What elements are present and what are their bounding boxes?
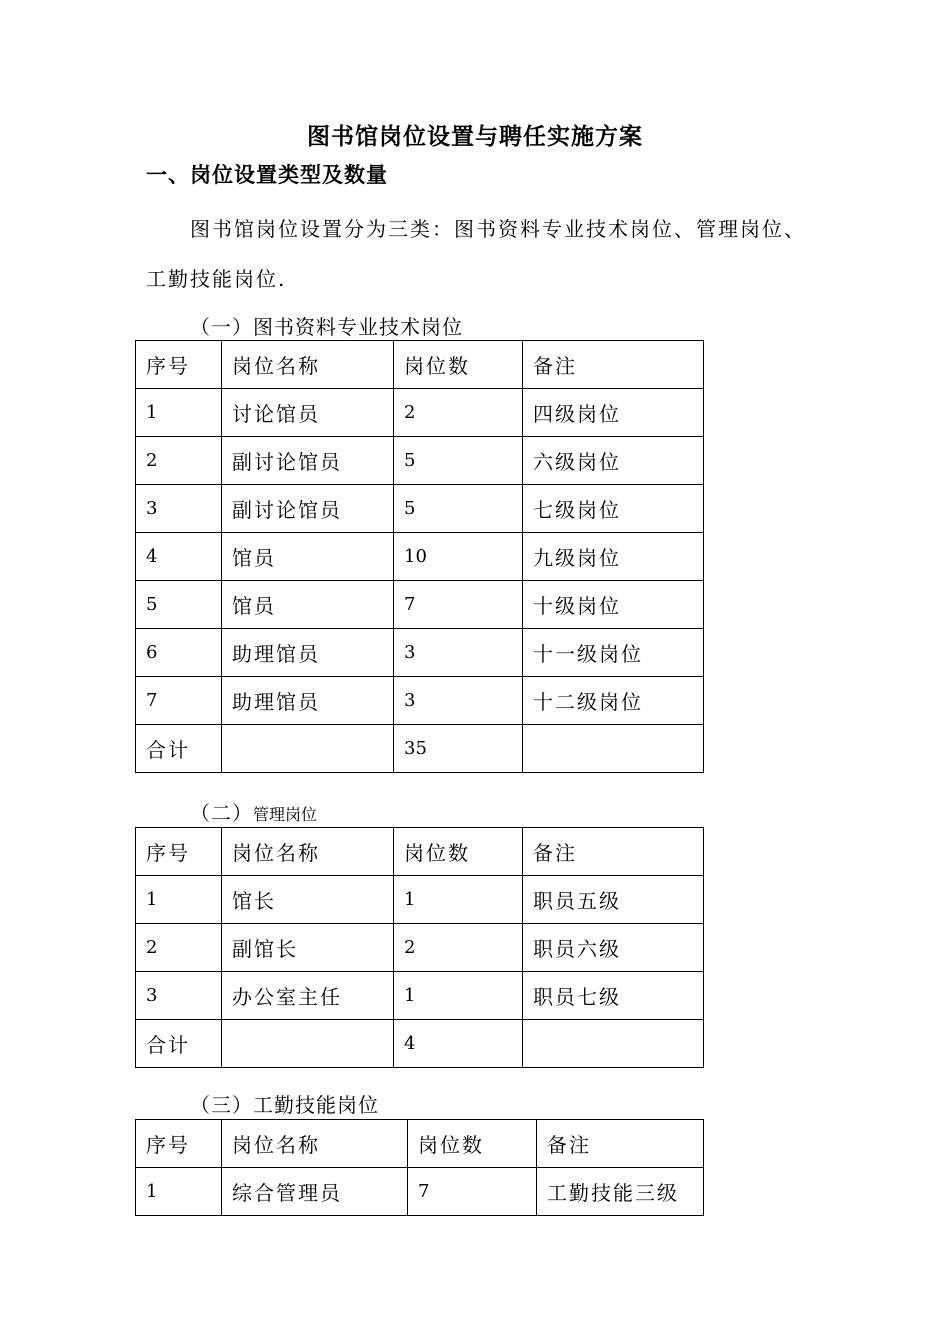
table-row [136,972,704,1020]
cell-index: 1 [136,876,222,924]
table2-caption-text: 管理岗位 [253,805,318,824]
cell-remark [523,725,704,773]
table-header-row [136,341,704,389]
cell-post-count: 5 [394,437,523,485]
cell-post-count: 1 [394,972,523,1020]
cell-remark: 工勤技能三级 [537,1168,704,1216]
header-cell-post-name: 岗位名称 [222,828,394,876]
cell-index: 1 [136,1168,222,1216]
cell-index: 2 [136,924,222,972]
cell-remark: 职员五级 [523,876,704,924]
cell-index: 1 [136,389,222,437]
cell-post-count: 7 [408,1168,537,1216]
cell-index: 合计 [136,1020,222,1068]
cell-index: 7 [136,677,222,725]
table-row [136,629,704,677]
table3-caption: （三）工勤技能岗位 [190,1093,379,1117]
table-professional-posts [135,340,704,773]
table-header-row [136,1120,704,1168]
cell-remark: 九级岗位 [523,533,704,581]
cell-post-name: 助理馆员 [222,629,394,677]
table-row [136,1168,704,1216]
intro-paragraph-line-2: 工勤技能岗位. [146,267,287,291]
header-cell-index: 序号 [136,1120,222,1168]
cell-post-name: 办公室主任 [222,972,394,1020]
cell-post-name: 副馆长 [222,924,394,972]
header-cell-post-name: 岗位名称 [222,341,394,389]
header-cell-index: 序号 [136,828,222,876]
header-cell-remark: 备注 [537,1120,704,1168]
table-row [136,389,704,437]
cell-index: 6 [136,629,222,677]
header-cell-post-count: 岗位数 [394,828,523,876]
cell-post-name [222,725,394,773]
cell-remark: 七级岗位 [523,485,704,533]
table-row [136,437,704,485]
cell-remark: 六级岗位 [523,437,704,485]
cell-remark: 职员七级 [523,972,704,1020]
intro-paragraph-line-1: 图书馆岗位设置分为三类：图书资料专业技术岗位、管理岗位、 [190,217,806,241]
cell-post-count: 35 [394,725,523,773]
table-header-row [136,828,704,876]
cell-remark: 四级岗位 [523,389,704,437]
cell-post-count: 1 [394,876,523,924]
document-title: 图书馆岗位设置与聘任实施方案 [307,123,643,150]
table1-caption: （一）图书资料专业技术岗位 [190,315,463,339]
table2-caption [190,797,317,826]
cell-remark: 职员六级 [523,924,704,972]
cell-remark [523,1020,704,1068]
table-service-posts [135,1119,704,1216]
cell-post-count: 2 [394,389,523,437]
cell-remark: 十级岗位 [523,581,704,629]
header-cell-index: 序号 [136,341,222,389]
table-row [136,1020,704,1068]
cell-post-name: 副讨论馆员 [222,437,394,485]
cell-remark: 十一级岗位 [523,629,704,677]
header-cell-remark: 备注 [523,828,704,876]
cell-index: 3 [136,485,222,533]
cell-post-name: 馆长 [222,876,394,924]
cell-post-count: 4 [394,1020,523,1068]
cell-post-name [222,1020,394,1068]
cell-index: 4 [136,533,222,581]
table-management-posts [135,827,704,1068]
cell-post-name: 馆员 [222,533,394,581]
cell-post-count: 2 [394,924,523,972]
cell-post-count: 7 [394,581,523,629]
table-row [136,485,704,533]
cell-post-count: 10 [394,533,523,581]
header-cell-post-count: 岗位数 [408,1120,537,1168]
table-row [136,924,704,972]
cell-post-count: 3 [394,677,523,725]
table-row [136,533,704,581]
cell-index: 5 [136,581,222,629]
cell-index: 合计 [136,725,222,773]
cell-index: 2 [136,437,222,485]
header-cell-post-count: 岗位数 [394,341,523,389]
table-row [136,725,704,773]
cell-post-name: 讨论馆员 [222,389,394,437]
table2-caption-prefix: （二） [190,801,253,825]
table-row [136,677,704,725]
table-row [136,876,704,924]
cell-index: 3 [136,972,222,1020]
section-heading: 一、岗位设置类型及数量 [146,162,388,187]
cell-post-name: 综合管理员 [222,1168,408,1216]
cell-remark: 十二级岗位 [523,677,704,725]
cell-post-name: 助理馆员 [222,677,394,725]
header-cell-post-name: 岗位名称 [222,1120,408,1168]
cell-post-name: 馆员 [222,581,394,629]
cell-post-count: 5 [394,485,523,533]
cell-post-name: 副讨论馆员 [222,485,394,533]
cell-post-count: 3 [394,629,523,677]
table-row [136,581,704,629]
header-cell-remark: 备注 [523,341,704,389]
